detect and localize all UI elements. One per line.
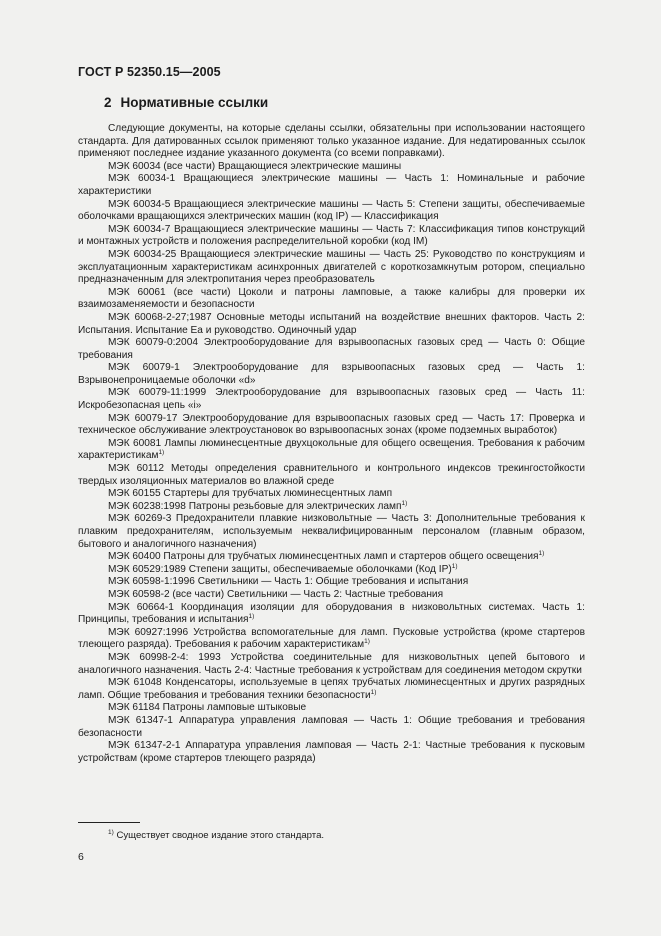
- references-list: [78, 161, 585, 766]
- reference-text: МЭК 61347-2-1 Аппаратура управления ламповая — Часть 2-1: Частные требования к пусковым устройствам (кроме стартеров тлеющего разряда): [78, 740, 585, 764]
- reference-text: МЭК 60400 Патроны для трубчатых люминесцентных ламп и стартеров общего освещения: [108, 551, 539, 563]
- footnote-ref-marker: 1): [158, 449, 165, 457]
- reference-item: [78, 551, 585, 564]
- reference-text: МЭК 60081 Лампы люминесцентные двухцокольные для общего освещения. Требования к рабочим характеристикам: [78, 437, 585, 462]
- reference-text: МЭК 60079-1 Электрооборудование для взрывоопасных газовых сред — Часть 1: Взрывонепроницаемые оболочки «d»: [78, 362, 585, 386]
- reference-text: МЭК 60998-2-4: 1993 Устройства соединительные для низковольтных цепей бытового и аналогичного назначения. Часть 2-4: Частные требования к устройствам для соединения методом скрутки: [78, 651, 585, 676]
- section-heading: [104, 95, 268, 110]
- reference-item: [78, 387, 585, 412]
- reference-item: [78, 438, 585, 463]
- reference-text: МЭК 60061 (все части) Цоколи и патроны ламповые, а также калибры для проверки их взаимозаменяемости и безопасности: [78, 286, 585, 311]
- footnote-ref-marker: 1): [401, 499, 408, 507]
- reference-text: МЭК 60238:1998 Патроны резьбовые для электрических ламп: [108, 500, 402, 512]
- reference-text: МЭК 60112 Методы определения сравнительного и контрольного индексов трекингостойкости твердых изоляционных материалов во влажной среде: [78, 463, 585, 487]
- reference-text: МЭК 60034-7 Вращающиеся электрические машины — Часть 7: Классификация типов конструкций и монтажных устройств и положения распределительной коробки (код IM): [78, 223, 585, 248]
- footnote-ref-marker: 1): [364, 638, 370, 646]
- reference-item: [78, 501, 585, 514]
- reference-item: [78, 161, 585, 174]
- reference-text: МЭК 60927:1996 Устройства вспомогательные для ламп. Пусковые устройства (кроме стартеров тлеющего разряда). Требования к рабочим характеристикам: [78, 626, 585, 651]
- reference-item: [78, 312, 585, 337]
- reference-item: [78, 249, 585, 287]
- reference-item: [78, 224, 585, 249]
- reference-text: МЭК 61184 Патроны ламповые штыковые: [108, 702, 307, 714]
- reference-text: МЭК 60034-25 Вращающиеся электрические машины — Часть 25: Руководство по конструкциям и эксплуатационным характеристикам асинхронных двигателей с короткозамкнутым ротором, специально предназначенным для электропитания через преобразователь: [78, 248, 585, 286]
- references-body: [78, 123, 585, 765]
- reference-item: [78, 337, 585, 362]
- reference-item: [78, 740, 585, 765]
- reference-item: [78, 199, 585, 224]
- footnote-ref-marker: 1): [370, 688, 377, 696]
- reference-item: [78, 627, 585, 652]
- reference-text: МЭК 60079-0:2004 Электрооборудование для взрывоопасных газовых сред — Часть 0: Общие требования: [78, 337, 585, 361]
- footnote: [108, 830, 324, 841]
- reference-item: [78, 677, 585, 702]
- reference-text: МЭК 60155 Стартеры для трубчатых люминесцентных ламп: [108, 488, 393, 500]
- reference-text: МЭК 61048 Конденсаторы, используемые в цепях трубчатых люминесцентных и других разрядных ламп. Общие требования и требования техники безопасности: [78, 677, 585, 701]
- reference-text: МЭК 60529:1989 Степени защиты, обеспечиваемые оболочками (Код IP): [108, 563, 452, 575]
- reference-text: МЭК 60269-3 Предохранители плавкие низковольтные — Часть 3: Дополнительные требования к плавким предохранителям, используемым неквалифицированным персоналом (главным образом, бытового и аналогичного назначения): [78, 513, 585, 550]
- reference-text: МЭК 60598-1:1996 Светильники — Часть 1: Общие требования и испытания: [108, 576, 469, 588]
- reference-text: МЭК 60598-2 (все части) Светильники — Часть 2: Частные требования: [108, 588, 444, 600]
- reference-text: МЭК 60034-1 Вращающиеся электрические машины — Часть 1: Номинальные и рабочие характеристики: [78, 173, 585, 197]
- reference-text: МЭК 60034 (все части) Вращающиеся электрические машины: [108, 160, 402, 172]
- reference-item: [78, 488, 585, 501]
- reference-item: [78, 463, 585, 488]
- reference-item: [78, 173, 585, 198]
- reference-text: МЭК 61347-1 Аппаратура управления ламповая — Часть 1: Общие требования и требования безопасности: [78, 714, 585, 739]
- section-number: 2: [104, 95, 112, 110]
- reference-text: МЭК 60664-1 Координация изоляции для оборудования в низковольтных системах. Часть 1: Принципы, требования и испытания: [78, 601, 585, 626]
- intro-paragraph: Следующие документы, на которые сделаны ссылки, обязательны при использовании настоящего стандарта. Для датированных ссылок применяют только указанное издание. Для недатированных ссылок применяют последнее издание указанного документа (со всеми поправками).: [78, 123, 585, 160]
- document-code-header: ГОСТ Р 52350.15—2005: [78, 65, 221, 79]
- reference-item: [78, 715, 585, 740]
- reference-text: МЭК 60079-11:1999 Электрооборудование для взрывоопасных газовых сред — Часть 11: Искробезопасная цепь «i»: [78, 387, 585, 412]
- footnote-ref-marker: 1): [451, 562, 458, 570]
- reference-item: [78, 513, 585, 551]
- reference-item: [78, 362, 585, 387]
- footnote-separator: [78, 822, 140, 823]
- footnote-marker: 1): [108, 829, 114, 836]
- footnote-ref-marker: 1): [538, 550, 545, 558]
- reference-text: МЭК 60068-2-27;1987 Основные методы испытаний на воздействие внешних факторов. Часть 2: Испытания. Испытание Еа и руководство. Одиночный удар: [78, 311, 585, 336]
- reference-item: [78, 652, 585, 677]
- page-number: 6: [78, 851, 84, 863]
- reference-text: МЭК 60079-17 Электрооборудование для взрывоопасных газовых сред — Часть 17: Проверка и техническое обслуживание электроустановок во взрывоопасных зонах (кроме подземных выработок): [78, 412, 585, 437]
- reference-item: [78, 589, 585, 602]
- footnote-text: Существует сводное издание этого стандарта.: [116, 830, 325, 841]
- reference-item: [78, 287, 585, 312]
- reference-item: [78, 702, 585, 715]
- reference-item: [78, 602, 585, 627]
- reference-item: [78, 564, 585, 577]
- section-title-text: Нормативные ссылки: [120, 95, 269, 110]
- reference-item: [78, 576, 585, 589]
- footnote-ref-marker: 1): [248, 613, 255, 621]
- reference-item: [78, 413, 585, 438]
- reference-text: МЭК 60034-5 Вращающиеся электрические машины — Часть 5: Степени защиты, обеспечиваемые оболочками вращающихся электрических машин (код IP) — Классификация: [78, 198, 585, 223]
